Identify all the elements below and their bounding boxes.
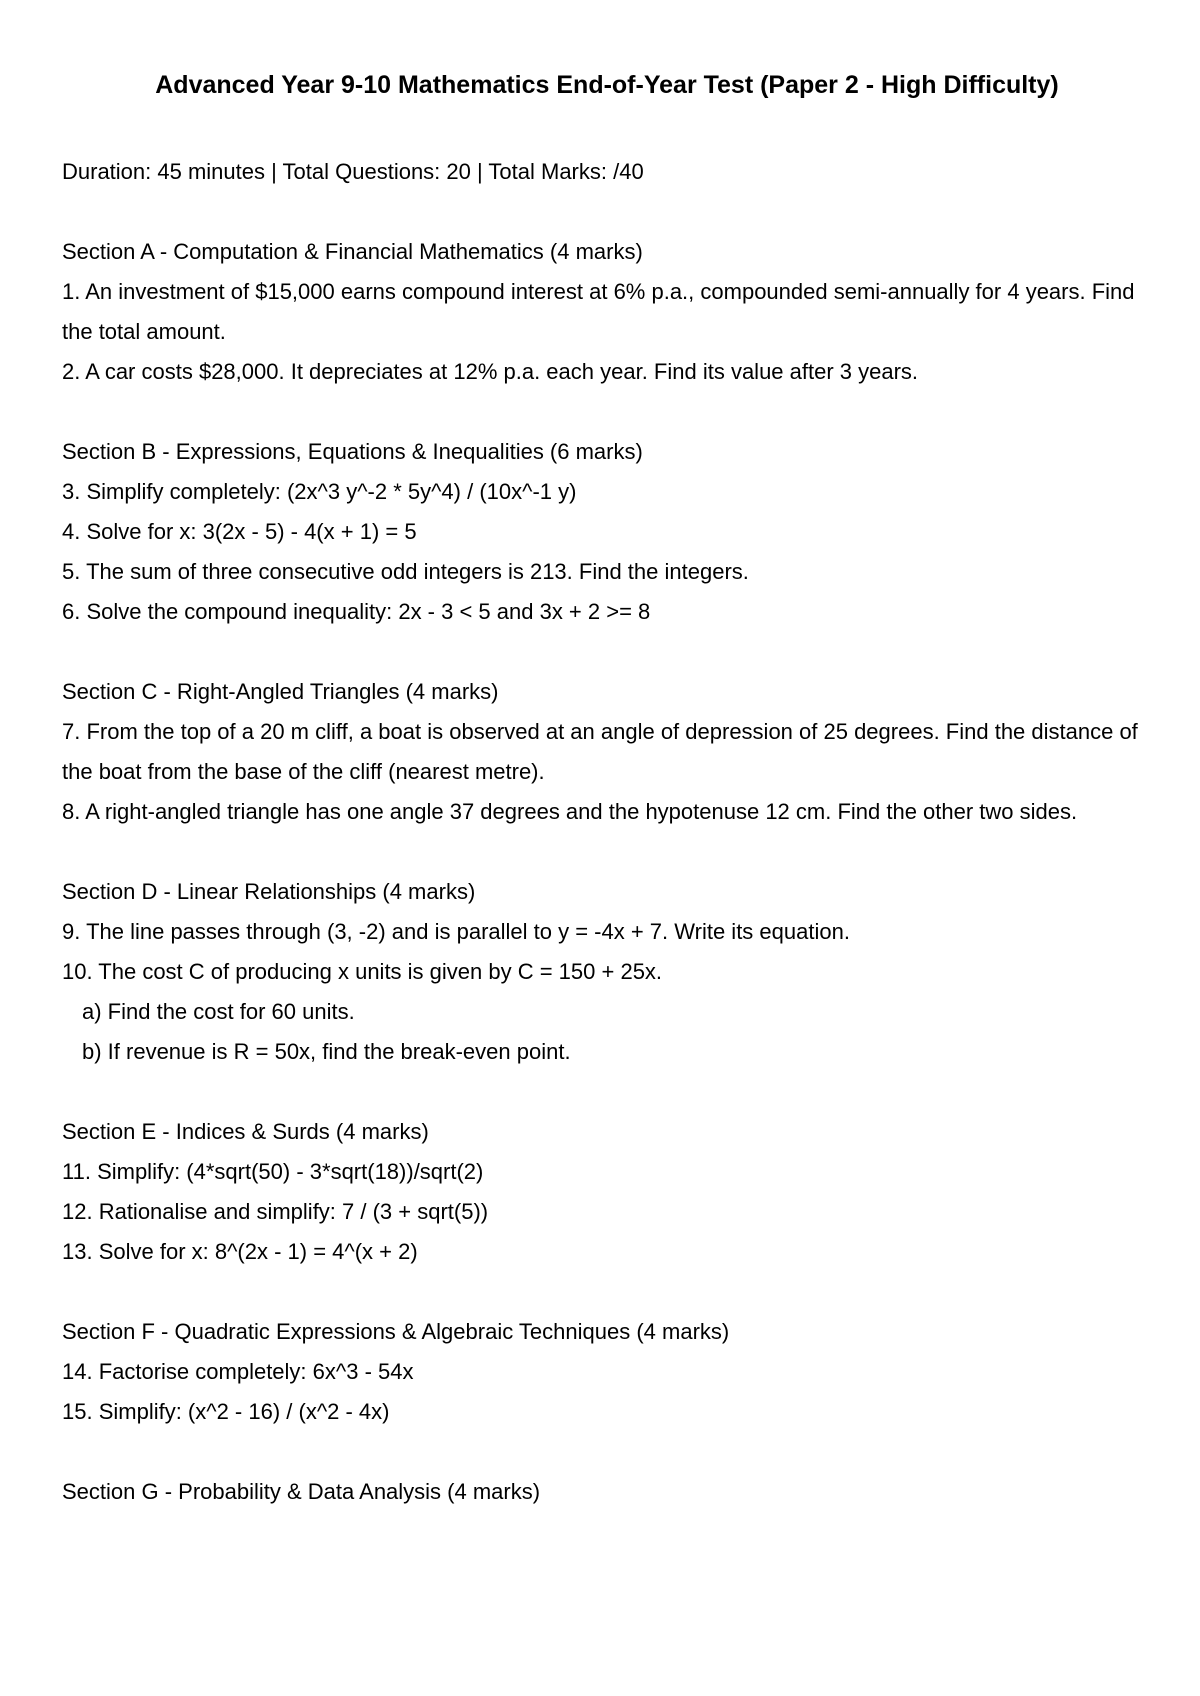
section-c xyxy=(62,672,1152,832)
section-title: Section E - Indices & Surds (4 marks) xyxy=(62,1119,429,1144)
section-title: Section G - Probability & Data Analysis (4 marks) xyxy=(62,1479,541,1504)
section-e xyxy=(62,1112,1152,1272)
question-10: 10. The cost C of producing x units is given by C = 150 + 25x. xyxy=(62,959,663,984)
question-10a: a) Find the cost for 60 units. xyxy=(82,999,355,1024)
section-b xyxy=(62,432,1152,632)
question-5: 5. The sum of three consecutive odd integers is 213. Find the integers. xyxy=(62,559,749,584)
question-12: 12. Rationalise and simplify: 7 / (3 + sqrt(5)) xyxy=(62,1199,489,1224)
section-f xyxy=(62,1312,1152,1432)
question-1: 1. An investment of $15,000 earns compound interest at 6% p.a., compounded semi-annually for 4 years. Find the total amount. xyxy=(62,279,1135,344)
section-g xyxy=(62,1472,1152,1512)
section-title: Section F - Quadratic Expressions & Algebraic Techniques (4 marks) xyxy=(62,1319,730,1344)
page-title: Advanced Year 9-10 Mathematics End-of-Year Test (Paper 2 - High Difficulty) xyxy=(155,71,1059,99)
section-title: Section D - Linear Relationships (4 marks) xyxy=(62,879,476,904)
question-13: 13. Solve for x: 8^(2x - 1) = 4^(x + 2) xyxy=(62,1239,418,1264)
section-title: Section A - Computation & Financial Mathematics (4 marks) xyxy=(62,239,643,264)
question-8: 8. A right-angled triangle has one angle 37 degrees and the hypotenuse 12 cm. Find the other two sides. xyxy=(62,799,1078,824)
question-6: 6. Solve the compound inequality: 2x - 3 < 5 and 3x + 2 >= 8 xyxy=(62,599,651,624)
section-title: Section C - Right-Angled Triangles (4 marks) xyxy=(62,679,499,704)
question-3: 3. Simplify completely: (2x^3 y^-2 * 5y^4) / (10x^-1 y) xyxy=(62,479,577,504)
question-15: 15. Simplify: (x^2 - 16) / (x^2 - 4x) xyxy=(62,1399,390,1424)
question-7: 7. From the top of a 20 m cliff, a boat is observed at an angle of depression of 25 degrees. Find the distance of the boat from the base of the cliff (nearest metre). xyxy=(62,719,1138,784)
question-11: 11. Simplify: (4*sqrt(50) - 3*sqrt(18))/sqrt(2) xyxy=(62,1159,484,1184)
question-14: 14. Factorise completely: 6x^3 - 54x xyxy=(62,1359,414,1384)
section-d xyxy=(62,872,1152,1072)
question-2: 2. A car costs $28,000. It depreciates at 12% p.a. each year. Find its value after 3 years. xyxy=(62,359,919,384)
section-title: Section B - Expressions, Equations & Inequalities (6 marks) xyxy=(62,439,643,464)
question-10b: b) If revenue is R = 50x, find the break-even point. xyxy=(82,1039,571,1064)
test-page xyxy=(62,68,1152,1512)
section-a xyxy=(62,232,1152,392)
question-4: 4. Solve for x: 3(2x - 5) - 4(x + 1) = 5 xyxy=(62,519,417,544)
test-info: Duration: 45 minutes | Total Questions: 20 | Total Marks: /40 xyxy=(62,159,644,184)
question-9: 9. The line passes through (3, -2) and is parallel to y = -4x + 7. Write its equation. xyxy=(62,919,850,944)
